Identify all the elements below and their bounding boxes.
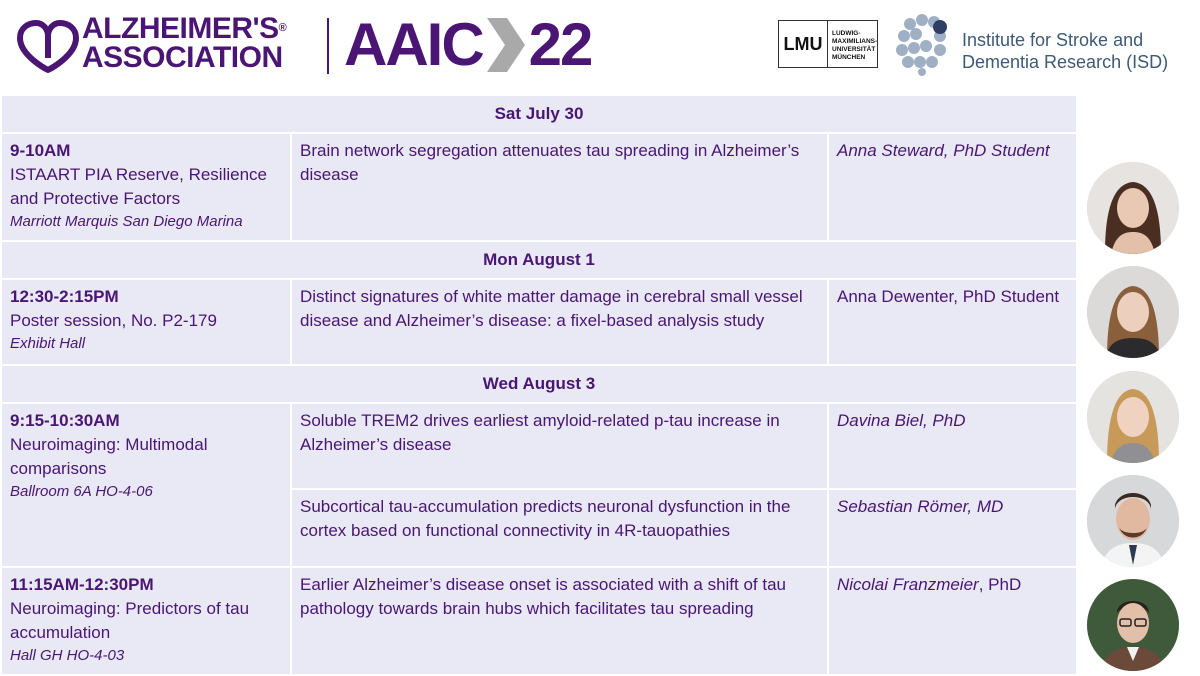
alzheimers-symbol-icon xyxy=(12,18,84,76)
aaic-year: 22 xyxy=(528,11,592,78)
lmu-mark: LMU xyxy=(778,20,828,68)
portrait-anna-steward xyxy=(1087,162,1179,254)
lmu-wordmark xyxy=(828,20,878,68)
talk-title: Subcortical tau-accumulation predicts neuronal dysfunction in the cortex based on functional connectivity in 4R-tauopathies xyxy=(291,489,828,567)
day-row xyxy=(1,95,1077,133)
presenter-name: Davina Biel, PhD xyxy=(828,403,1077,489)
header xyxy=(0,0,1200,92)
day-header: Mon August 1 xyxy=(1,241,1077,279)
person-photo-icon xyxy=(1087,579,1179,671)
session-time: 11:15AM-12:30PM xyxy=(10,575,154,594)
aaic-text: AAIC xyxy=(344,11,483,78)
lmu-text-line: LUDWIG- xyxy=(832,30,861,37)
session-venue: Exhibit Hall xyxy=(10,335,86,352)
session-cell xyxy=(1,403,291,567)
aaic22-logo xyxy=(344,12,591,78)
session-cell xyxy=(1,133,291,241)
day-row xyxy=(1,365,1077,403)
session-venue: Hall GH HO-4-03 xyxy=(10,647,125,664)
session-venue: Marriott Marquis San Diego Marina xyxy=(10,213,243,230)
day-row xyxy=(1,241,1077,279)
lmu-logo xyxy=(778,20,882,70)
alz-line2: ASSOCIATION xyxy=(82,41,283,74)
presenter-name: Anna Steward, PhD Student xyxy=(828,133,1077,241)
session-time: 9-10AM xyxy=(10,141,71,160)
alzheimers-wordmark xyxy=(82,14,286,72)
portrait-anna-dewenter xyxy=(1087,266,1179,358)
session-name: Neuroimaging: Multimodal comparisons xyxy=(10,435,208,478)
lmu-text-line: MAXIMILIANS- xyxy=(832,38,878,45)
presenter-name: Sebastian Römer, MD xyxy=(828,489,1077,567)
presenter-suffix: , PhD xyxy=(978,575,1022,594)
isd-line1: Institute for Stroke and xyxy=(962,30,1144,50)
lmu-text-line: MÜNCHEN xyxy=(832,54,866,61)
lmu-text-line: UNIVERSITÄT xyxy=(832,46,876,53)
alzheimers-association-logo xyxy=(12,14,322,78)
session-time: 9:15-10:30AM xyxy=(10,411,120,430)
day-header: Wed August 3 xyxy=(1,365,1077,403)
session-time: 12:30-2:15PM xyxy=(10,287,119,306)
isd-line2: Dementia Research (ISD) xyxy=(962,52,1169,72)
header-divider xyxy=(327,18,329,74)
chevron-right-icon xyxy=(485,14,527,76)
session-name: ISTAART PIA Reserve, Resilience and Protective Factors xyxy=(10,165,267,208)
talk-title: Soluble TREM2 drives earliest amyloid-related p-tau increase in Alzheimer’s disease xyxy=(291,403,828,489)
presenter-name-italic: Nicolai Franzmeier xyxy=(837,575,979,594)
session-row xyxy=(1,279,1077,365)
presenter-name xyxy=(828,567,1077,675)
session-row xyxy=(1,403,1077,489)
registered-mark: ® xyxy=(278,22,287,34)
talk-title: Earlier Alzheimer’s disease onset is associated with a shift of tau pathology towards brain hubs which facilitates tau spreading xyxy=(291,567,828,675)
portrait-davina-biel xyxy=(1087,371,1179,463)
talk-title: Distinct signatures of white matter damage in cerebral small vessel disease and Alzheimer’s disease: a fixel-based analysis study xyxy=(291,279,828,365)
session-row xyxy=(1,133,1077,241)
session-row xyxy=(1,567,1077,675)
person-photo-icon xyxy=(1087,371,1179,463)
session-cell xyxy=(1,567,291,675)
alz-line1: ALZHEIMER'S xyxy=(82,12,279,45)
session-cell xyxy=(1,279,291,365)
isd-name xyxy=(962,29,1168,73)
portrait-sebastian-roemer xyxy=(1087,475,1179,567)
portrait-nicolai-franzmeier xyxy=(1087,579,1179,671)
isd-brain-icon xyxy=(896,12,956,76)
session-name: Neuroimaging: Predictors of tau accumulation xyxy=(10,599,250,642)
presenter-name: Anna Dewenter, PhD Student xyxy=(828,279,1077,365)
schedule-table xyxy=(0,94,1078,676)
person-photo-icon xyxy=(1087,162,1179,254)
session-venue: Ballroom 6A HO-4-06 xyxy=(10,483,153,500)
session-name: Poster session, No. P2-179 xyxy=(10,311,217,330)
talk-title: Brain network segregation attenuates tau spreading in Alzheimer’s disease xyxy=(291,133,828,241)
person-photo-icon xyxy=(1087,475,1179,567)
day-header: Sat July 30 xyxy=(1,95,1077,133)
person-photo-icon xyxy=(1087,266,1179,358)
